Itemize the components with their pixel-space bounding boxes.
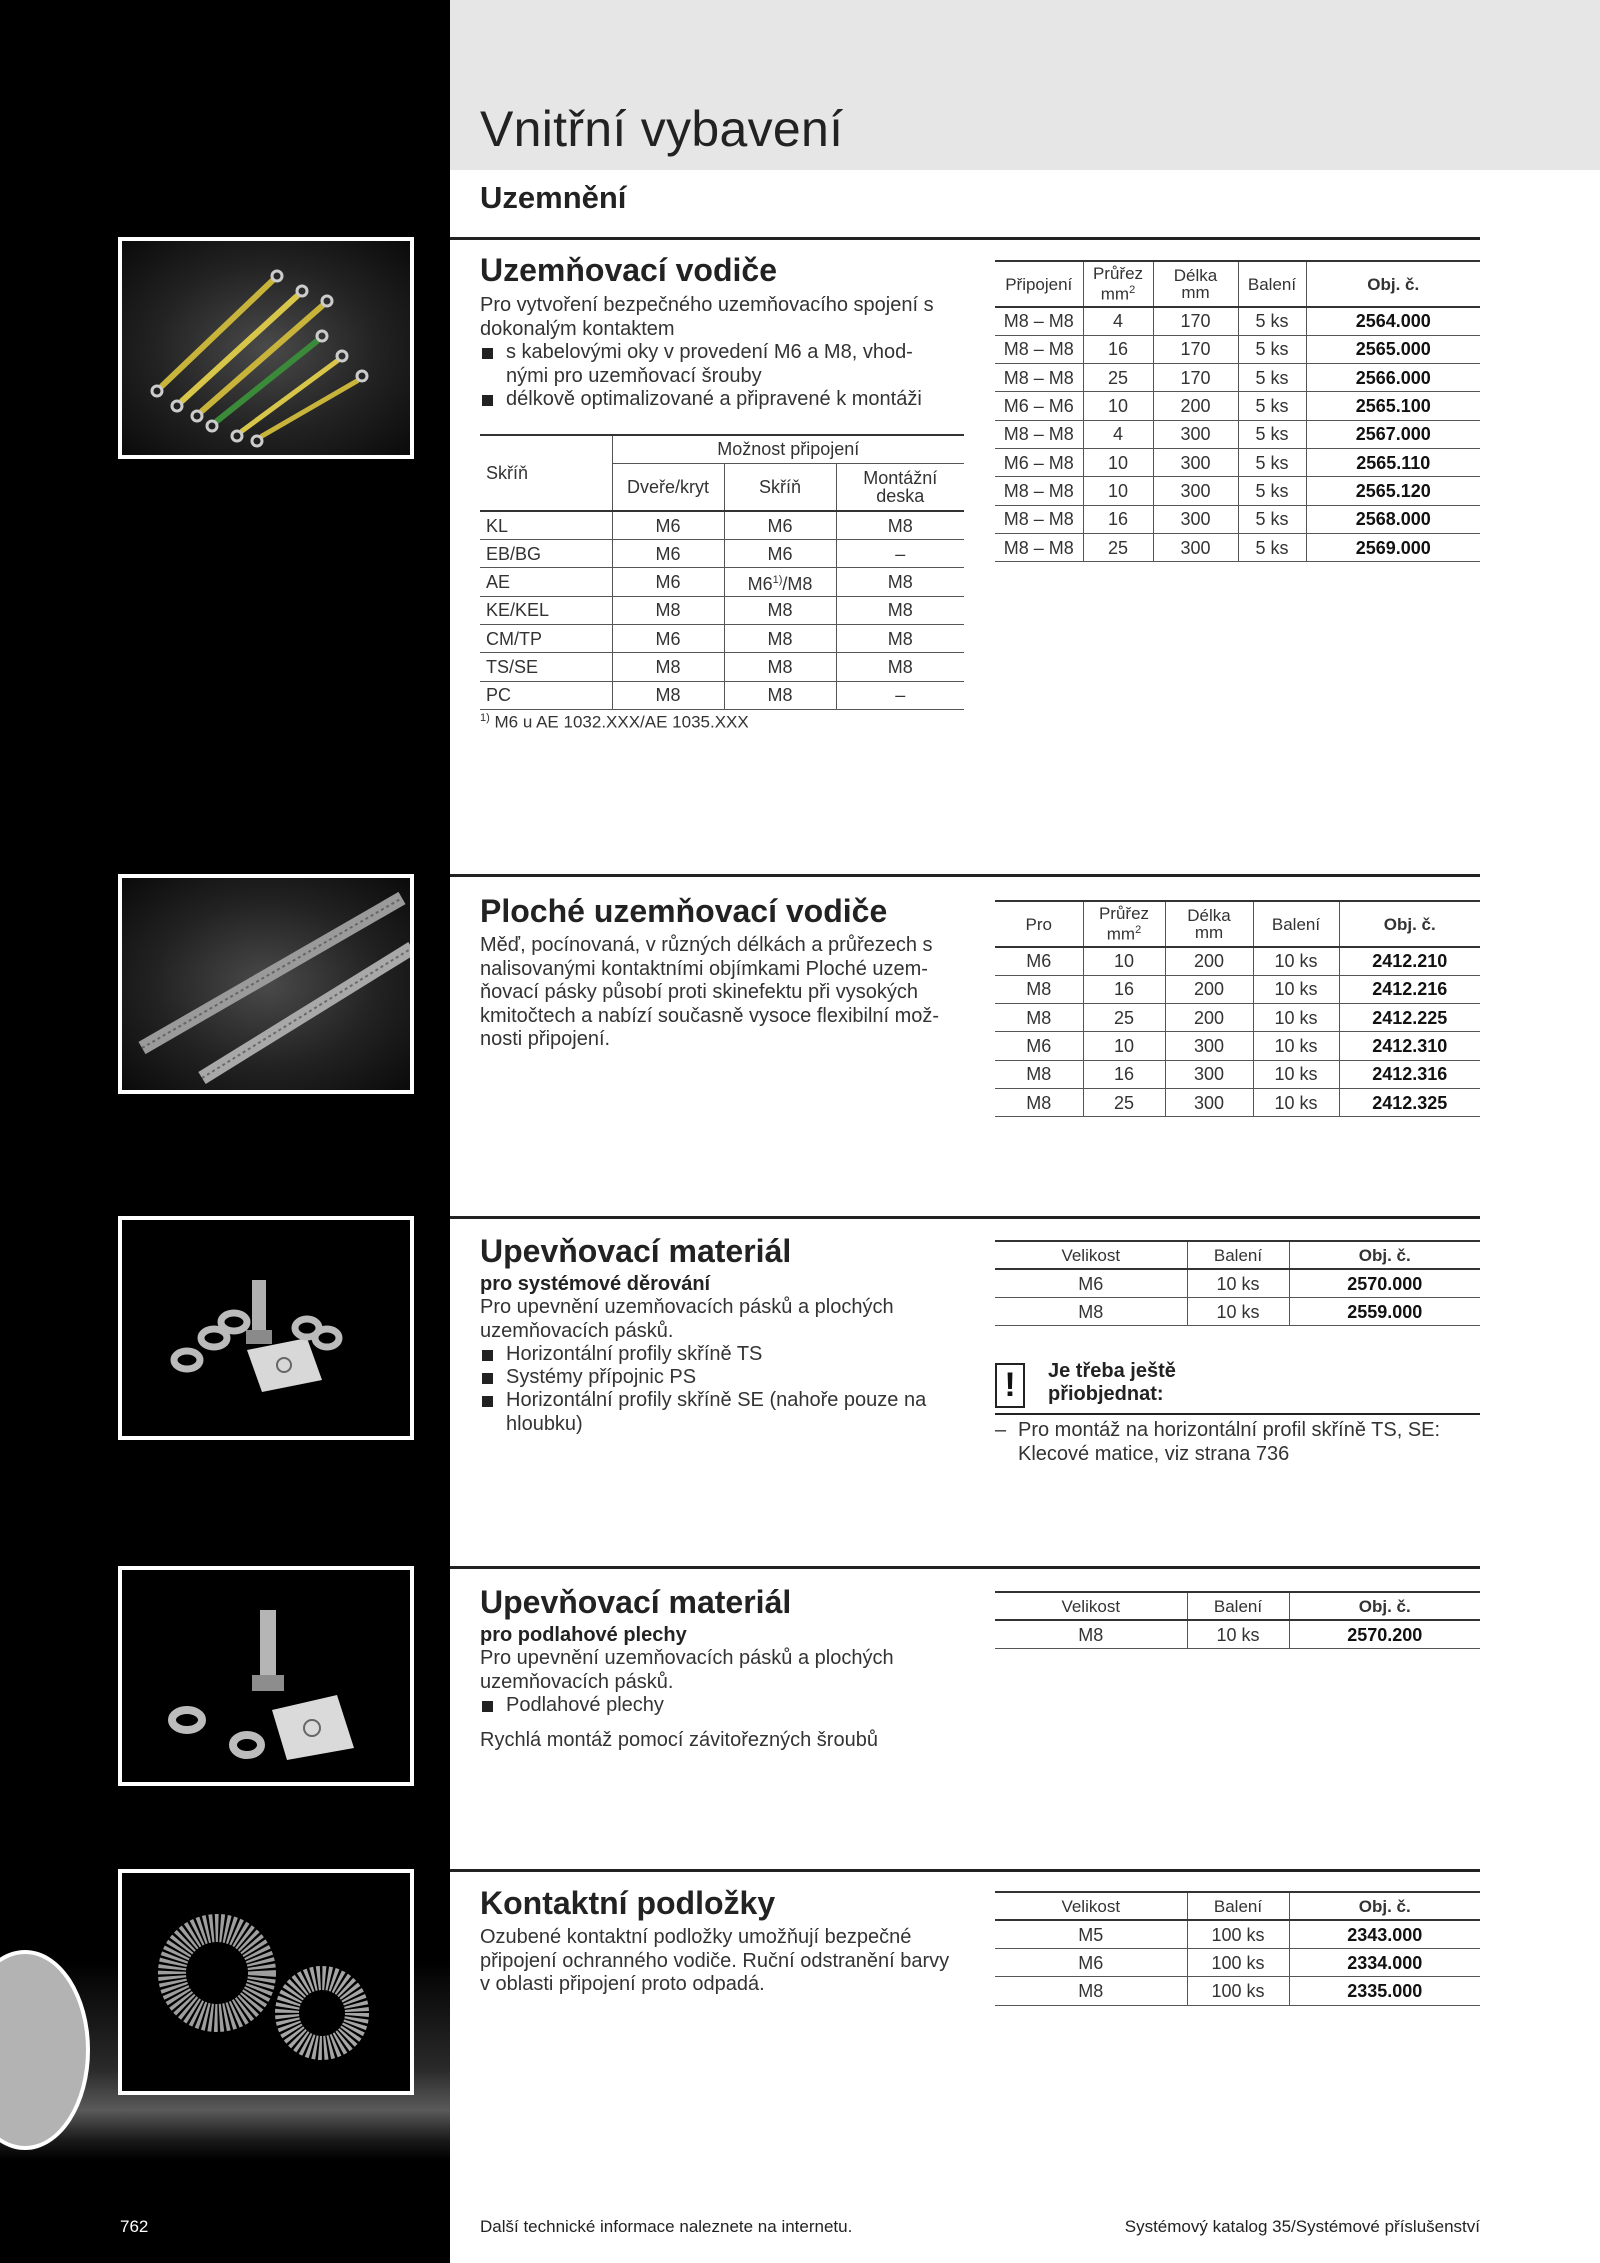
order-table <box>995 1591 1480 1649</box>
table-row <box>995 477 1480 505</box>
table-cell: 10 <box>1083 947 1165 975</box>
bullet-item: s kabelovými oky v provedení M6 a M8, vhod-nými pro uzemňovací šrouby <box>480 341 950 388</box>
order-number: 2412.210 <box>1339 947 1480 975</box>
order-number: 2565.110 <box>1306 448 1480 476</box>
header-line: Průřez <box>1098 904 1150 924</box>
table-cell: M6 <box>995 947 1083 975</box>
table-cell: 25 <box>1083 1088 1165 1116</box>
column-header: Připojení <box>995 261 1083 307</box>
table-cell: M8 – M8 <box>995 307 1083 335</box>
table-cell: M8 <box>995 1298 1187 1326</box>
section-rule <box>450 237 1480 240</box>
order-number: 2559.000 <box>1289 1298 1480 1326</box>
column-header: Balení <box>1187 1892 1289 1920</box>
column-header <box>1083 901 1165 947</box>
table-cell: M8 – M8 <box>995 533 1083 561</box>
table-cell: PC <box>480 681 612 709</box>
section-rule <box>450 1869 1480 1872</box>
table-cell: M8 – M8 <box>995 335 1083 363</box>
product-note: Rychlá montáž pomocí závitořezných šroubů <box>480 1729 878 1751</box>
table-cell: 10 <box>1083 477 1153 505</box>
order-table <box>995 1240 1480 1326</box>
table-cell: M6 <box>995 1032 1083 1060</box>
product-heading: Ploché uzemňovací vodiče <box>480 893 888 929</box>
order-number: 2343.000 <box>1289 1920 1480 1948</box>
table-cell: AE <box>480 568 612 596</box>
footnote-marker: 1) <box>772 574 783 587</box>
column-header: Pro <box>995 901 1083 947</box>
order-table <box>995 900 1480 1117</box>
note-rule <box>995 1413 1480 1415</box>
product-description: Pro vytvoření bezpečného uzemňovacího spojení s dokonalým kontaktem <box>480 294 934 340</box>
page-title: Vnitřní vybavení <box>480 101 844 157</box>
table-cell: 300 <box>1165 1032 1253 1060</box>
header-sup: 2 <box>1135 924 1142 937</box>
table-cell: 5 ks <box>1238 533 1306 561</box>
column-header: Velikost <box>995 1241 1187 1269</box>
product-description: Měď, pocínovaná, v různých délkách a průřezech s nalisovanými kontaktními objímkami Ploché uzem-ňovací pásky působí proti skinefektu při vysokých kmitočtech a nabízí současně vysoce flexibilní mož-nosti připojení. <box>480 934 940 1050</box>
table-cell: 10 <box>1083 448 1153 476</box>
table-cell: 16 <box>1083 505 1153 533</box>
table-cell: M8 <box>995 1620 1187 1648</box>
table-cell: M8 <box>995 975 1083 1003</box>
table-cell: 16 <box>1083 975 1165 1003</box>
column-header <box>1165 901 1253 947</box>
table-cell: 300 <box>1165 1060 1253 1088</box>
section-rule <box>450 1216 1480 1219</box>
table-row <box>480 596 964 624</box>
table-cell: 5 ks <box>1238 448 1306 476</box>
product-heading: Upevňovací materiál <box>480 1584 792 1620</box>
table-cell: 170 <box>1153 335 1238 363</box>
note-text: – Pro montáž na horizontální profil skříně TS, SE: Klecové matice, viz strana 736 <box>995 1418 1485 1466</box>
table-cell: M8 – M8 <box>995 420 1083 448</box>
table-cell: – <box>836 540 964 568</box>
footer-right: Systémový katalog 35/Systémové příslušenství <box>1124 2217 1480 2236</box>
order-number: 2566.000 <box>1306 364 1480 392</box>
table-cell: M8 <box>724 681 836 709</box>
table-row <box>995 307 1480 335</box>
table-cell: 170 <box>1153 307 1238 335</box>
table-cell: 25 <box>1083 533 1153 561</box>
table-cell: M8 <box>995 1088 1083 1116</box>
order-number: 2569.000 <box>1306 533 1480 561</box>
table-row <box>995 1032 1480 1060</box>
bullet-item: Horizontální profily skříně SE (nahoře pouze na hloubku) <box>480 1389 930 1436</box>
product-description: Pro upevnění uzemňovacích pásků a plochých uzemňovacích pásků. <box>480 1647 894 1693</box>
table-cell: 5 ks <box>1238 420 1306 448</box>
table-row <box>995 1920 1480 1948</box>
order-number: 2568.000 <box>1306 505 1480 533</box>
table-row <box>995 1949 1480 1977</box>
column-header <box>1153 261 1238 307</box>
table-cell: 300 <box>1153 420 1238 448</box>
column-header: Balení <box>1187 1592 1289 1620</box>
table-row <box>995 1004 1480 1032</box>
table-cell: M8 – M8 <box>995 477 1083 505</box>
table-cell: M6 <box>995 1949 1187 1977</box>
table-cell: KL <box>480 511 612 539</box>
table-row <box>995 1088 1480 1116</box>
header-unit: mm <box>1194 923 1224 942</box>
column-header: Velikost <box>995 1592 1187 1620</box>
connection-table <box>480 434 964 710</box>
table-row <box>995 1977 1480 2005</box>
table-cell: M8 <box>724 624 836 652</box>
table-cell: 10 <box>1083 392 1153 420</box>
table-row <box>995 505 1480 533</box>
table-cell: M5 <box>995 1920 1187 1948</box>
section-rule <box>450 1566 1480 1569</box>
header-line: Délka <box>1187 906 1231 925</box>
table-row <box>995 1269 1480 1297</box>
product-heading: Upevňovací materiál <box>480 1233 792 1269</box>
table-cell: M6 <box>724 511 836 539</box>
order-number: 2565.000 <box>1306 335 1480 363</box>
table-cell: 5 ks <box>1238 307 1306 335</box>
table-cell: M6 – M6 <box>995 392 1083 420</box>
order-table <box>995 1891 1480 2006</box>
product-description: Ozubené kontaktní podložky umožňují bezpečné připojení ochranného vodiče. Ruční odstranění barvy v oblasti připojení proto odpadá. <box>480 1926 950 1995</box>
order-number: 2412.325 <box>1339 1088 1480 1116</box>
table-cell: 300 <box>1153 505 1238 533</box>
table-row <box>480 511 964 539</box>
table-cell: M8 <box>995 1977 1187 2005</box>
table-cell: M8 <box>612 596 724 624</box>
table-cell: 25 <box>1083 364 1153 392</box>
cell-value: M6 <box>747 574 773 595</box>
product-photo-floor-fasteners <box>118 1566 414 1786</box>
table-row <box>480 568 964 596</box>
column-header: Skříň <box>480 435 612 511</box>
column-header: Velikost <box>995 1892 1187 1920</box>
table-cell: M6 <box>995 1269 1187 1297</box>
table-cell: 10 ks <box>1253 1060 1339 1088</box>
column-header: Balení <box>1187 1241 1289 1269</box>
order-number: 2565.120 <box>1306 477 1480 505</box>
table-row <box>480 681 964 709</box>
column-header-group: Možnost připojení <box>612 435 964 463</box>
table-cell: M8 <box>836 624 964 652</box>
order-number: 2570.200 <box>1289 1620 1480 1648</box>
column-header: Obj. č. <box>1289 1592 1480 1620</box>
order-number: 2412.316 <box>1339 1060 1480 1088</box>
table-cell: 4 <box>1083 307 1153 335</box>
header-line: Délka <box>1173 266 1218 285</box>
order-number: 2565.100 <box>1306 392 1480 420</box>
table-cell: 5 ks <box>1238 477 1306 505</box>
table-row <box>995 1620 1480 1648</box>
product-description: Pro upevnění uzemňovacích pásků a plochých uzemňovacích pásků. <box>480 1296 894 1342</box>
table-cell: 10 ks <box>1253 1032 1339 1060</box>
table-cell: 100 ks <box>1187 1977 1289 2005</box>
product-photo-grounding-wires <box>118 237 414 459</box>
warning-icon: ! <box>995 1363 1025 1408</box>
section-title: Uzemnění <box>480 180 627 215</box>
table-cell: M8 <box>612 681 724 709</box>
table-cell: 5 ks <box>1238 335 1306 363</box>
table-cell: 200 <box>1165 975 1253 1003</box>
table-row <box>995 1060 1480 1088</box>
order-number: 2335.000 <box>1289 1977 1480 2005</box>
product-photo-fasteners <box>118 1216 414 1440</box>
table-cell: EB/BG <box>480 540 612 568</box>
product-heading: Kontaktní podložky <box>480 1885 776 1921</box>
table-row <box>995 364 1480 392</box>
table-cell: 10 ks <box>1253 1088 1339 1116</box>
bullet-item: délkově optimalizované a připravené k montáži <box>480 388 950 412</box>
table-row <box>995 420 1480 448</box>
table-row <box>480 540 964 568</box>
table-cell: M8 <box>836 511 964 539</box>
column-header: Obj. č. <box>1289 1241 1480 1269</box>
table-cell: M8 <box>995 1060 1083 1088</box>
table-cell: M8 – M8 <box>995 505 1083 533</box>
table-cell: M6 <box>612 511 724 539</box>
table-cell: M8 <box>724 596 836 624</box>
footer-left: Další technické informace naleznete na internetu. <box>480 2217 853 2236</box>
table-cell: 300 <box>1153 533 1238 561</box>
table-cell: 300 <box>1153 477 1238 505</box>
table-cell: M8 <box>995 1004 1083 1032</box>
header-sup: 2 <box>1129 284 1136 297</box>
header-unit: mm <box>1181 283 1210 302</box>
order-table <box>995 260 1480 562</box>
table-cell: M8 <box>724 653 836 681</box>
table-cell: 5 ks <box>1238 392 1306 420</box>
table-cell: 10 ks <box>1187 1269 1289 1297</box>
table-row <box>480 624 964 652</box>
header-line: Průřez <box>1092 264 1144 284</box>
table-cell: 300 <box>1153 448 1238 476</box>
table-cell: 100 ks <box>1187 1949 1289 1977</box>
table-cell: 10 ks <box>1253 975 1339 1003</box>
table-cell: 16 <box>1083 1060 1165 1088</box>
note-heading: Je třeba ještě přiobjednat: <box>1048 1360 1176 1405</box>
product-photo-contact-washers <box>118 1869 414 2095</box>
table-cell: M6 – M8 <box>995 448 1083 476</box>
table-cell: 25 <box>1083 1004 1165 1032</box>
table-row <box>995 392 1480 420</box>
order-number: 2412.225 <box>1339 1004 1480 1032</box>
table-cell: M6 <box>724 540 836 568</box>
order-number: 2412.310 <box>1339 1032 1480 1060</box>
table-cell: KE/KEL <box>480 596 612 624</box>
column-header: Balení <box>1238 261 1306 307</box>
table-row <box>995 947 1480 975</box>
footnote <box>480 712 749 733</box>
table-cell: M8 <box>836 653 964 681</box>
bullet-item: Podlahové plechy <box>480 1694 950 1718</box>
product-subheading: pro systémové děrování <box>480 1273 711 1295</box>
table-cell: 10 ks <box>1253 1004 1339 1032</box>
order-number: 2567.000 <box>1306 420 1480 448</box>
table-cell: 200 <box>1153 392 1238 420</box>
table-cell: M6 <box>612 568 724 596</box>
table-cell: 5 ks <box>1238 364 1306 392</box>
table-cell: 5 ks <box>1238 505 1306 533</box>
table-cell: 100 ks <box>1187 1920 1289 1948</box>
footnote-marker: 1) <box>480 712 490 724</box>
column-header: Balení <box>1253 901 1339 947</box>
table-cell: 200 <box>1165 947 1253 975</box>
product-subheading: pro podlahové plechy <box>480 1624 687 1646</box>
table-row <box>995 448 1480 476</box>
table-cell: M8 <box>612 653 724 681</box>
footnote-text: M6 u AE 1032.XXX/AE 1035.XXX <box>494 712 749 732</box>
column-header: Montážní deska <box>836 463 964 511</box>
table-cell: 10 ks <box>1187 1298 1289 1326</box>
bullet-item: Horizontální profily skříně TS <box>480 1343 950 1367</box>
table-row <box>995 975 1480 1003</box>
table-cell: 10 ks <box>1187 1620 1289 1648</box>
order-number: 2570.000 <box>1289 1269 1480 1297</box>
table-cell: M8 – M8 <box>995 364 1083 392</box>
table-cell: 300 <box>1165 1088 1253 1116</box>
product-photo-flat-straps <box>118 874 414 1094</box>
table-cell: 170 <box>1153 364 1238 392</box>
bullet-item: Systémy přípojnic PS <box>480 1366 950 1390</box>
table-cell: M8 <box>836 596 964 624</box>
table-cell: 4 <box>1083 420 1153 448</box>
column-header: Obj. č. <box>1306 261 1480 307</box>
column-header: Obj. č. <box>1339 901 1480 947</box>
column-header <box>1083 261 1153 307</box>
table-cell: 10 ks <box>1253 947 1339 975</box>
table-cell <box>724 568 836 596</box>
table-row <box>995 533 1480 561</box>
page-number: 762 <box>120 2217 149 2236</box>
table-cell: TS/SE <box>480 653 612 681</box>
table-cell: M8 <box>836 568 964 596</box>
table-cell: M6 <box>612 624 724 652</box>
column-header: Dveře/kryt <box>612 463 724 511</box>
table-cell: 16 <box>1083 335 1153 363</box>
section-rule <box>450 874 1480 877</box>
table-cell: CM/TP <box>480 624 612 652</box>
column-header: Obj. č. <box>1289 1892 1480 1920</box>
header-unit: mm <box>1100 284 1130 304</box>
product-heading: Uzemňovací vodiče <box>480 252 777 288</box>
column-header: Skříň <box>724 463 836 511</box>
table-cell: M6 <box>612 540 724 568</box>
table-cell: – <box>836 681 964 709</box>
table-cell: 10 <box>1083 1032 1165 1060</box>
table-cell: 200 <box>1165 1004 1253 1032</box>
cell-suffix: /M8 <box>782 574 813 595</box>
order-number: 2412.216 <box>1339 975 1480 1003</box>
header-unit: mm <box>1106 924 1136 944</box>
order-number: 2334.000 <box>1289 1949 1480 1977</box>
order-number: 2564.000 <box>1306 307 1480 335</box>
table-row <box>995 335 1480 363</box>
table-row <box>995 1298 1480 1326</box>
table-row <box>480 653 964 681</box>
